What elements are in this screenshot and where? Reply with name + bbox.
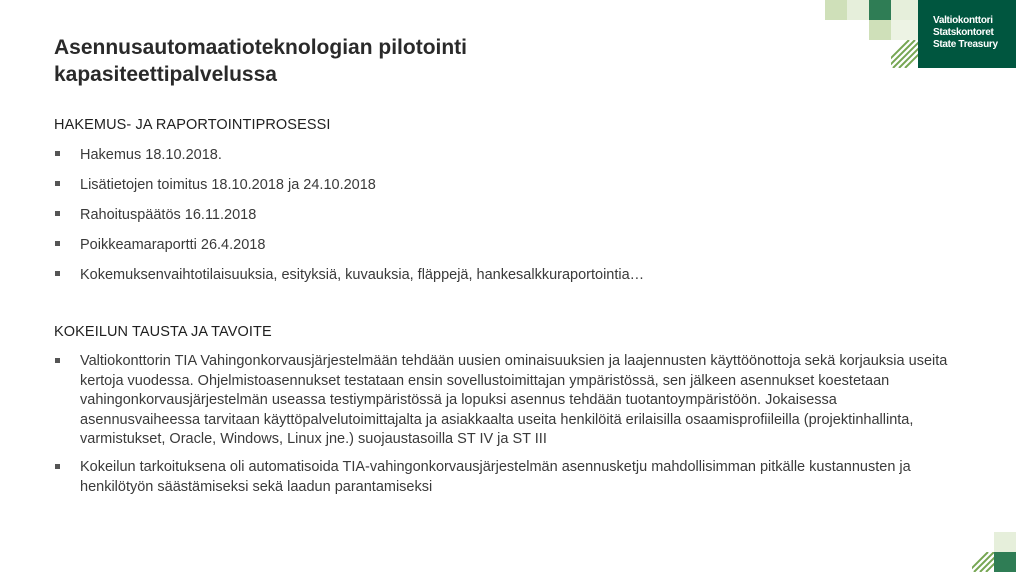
logo-line-3: State Treasury	[933, 39, 998, 50]
decor-square-2	[847, 0, 869, 20]
valtiokonttori-logo	[933, 15, 998, 51]
decor-square-6	[891, 20, 918, 40]
decor-stripes-bottom	[972, 552, 994, 572]
list-item-text: Rahoituspäätös 16.11.2018	[80, 207, 257, 223]
list-item	[54, 205, 954, 235]
list-item-text: Lisätietojen toimitus 18.10.2018 ja 24.10.2018	[80, 177, 376, 193]
bullet-icon	[55, 464, 60, 469]
decor-square-3	[869, 0, 891, 20]
list-item-text: Hakemus 18.10.2018.	[80, 147, 222, 163]
slide-title-line2: kapasiteettipalvelussa	[54, 63, 277, 86]
decor-square-bottom-1	[994, 532, 1016, 552]
decor-square-bottom-2	[994, 552, 1016, 572]
slide-title-line1: Asennusautomaatioteknologian pilotointi	[54, 36, 468, 59]
section1-list	[54, 145, 954, 295]
bullet-icon	[55, 211, 60, 216]
bullet-icon	[55, 358, 60, 363]
list-item-text: Kokemuksenvaihtotilaisuuksia, esityksiä, kuvauksia, fläppejä, hankesalkkuraportointia…	[80, 267, 645, 283]
list-item	[54, 175, 954, 205]
decor-square-1	[825, 0, 847, 20]
bullet-icon	[55, 271, 60, 276]
bullet-icon	[55, 241, 60, 246]
list-item	[54, 235, 954, 265]
list-item	[54, 458, 954, 497]
section1-heading: HAKEMUS- JA RAPORTOINTIPROSESSI	[54, 117, 331, 133]
decor-square-4	[891, 0, 918, 20]
list-item-text: Poikkeamaraportti 26.4.2018	[80, 237, 266, 253]
decor-stripes	[891, 40, 918, 68]
list-item-text: Kokeilun tarkoituksena oli automatisoida TIA-vahingonkorvausjärjestelmän asennusketju mahdollisimman pitkälle kustannusten ja henkilötyön säästämiseksi sekä laadun parantamiseksi	[80, 458, 911, 495]
list-item	[54, 265, 954, 295]
section2-heading: KOKEILUN TAUSTA JA TAVOITE	[54, 324, 272, 340]
bullet-icon	[55, 181, 60, 186]
list-item	[54, 145, 954, 175]
list-item-text: Valtiokonttorin TIA Vahingonkorvausjärjestelmään tehdään uusien ominaisuuksien ja laajennusten käyttöönottoja sekä korjauksia useita kertoja vuodessa. Ohjelmistoasennukset testataan ensin sovellustoimittajan ympäristössä, sen jälkeen asennukset koestetaan vahingonkorvausjärjestelmän useassa testiympäristössä ja lopuksi asennus tehdään tuotantoympäristöön. Jokaisessa asennusvaiheessa tarvitaan käyttöpalvelutoimittajalta ja asiakkaalta useita henkilöitä erilaisilla osaamisprofiileilla (projektinhallinta, varmistukset, Oracle, Windows, Linux jne.) suojaustasoilla ST IV ja ST III	[80, 353, 948, 448]
logo-line-2: Statskontoret	[933, 27, 994, 38]
list-item	[54, 352, 954, 450]
slide-title	[54, 34, 754, 88]
logo-line-1: Valtiokonttori	[933, 15, 993, 26]
decor-square-5	[869, 20, 891, 40]
bullet-icon	[55, 151, 60, 156]
section2-list	[54, 352, 954, 505]
